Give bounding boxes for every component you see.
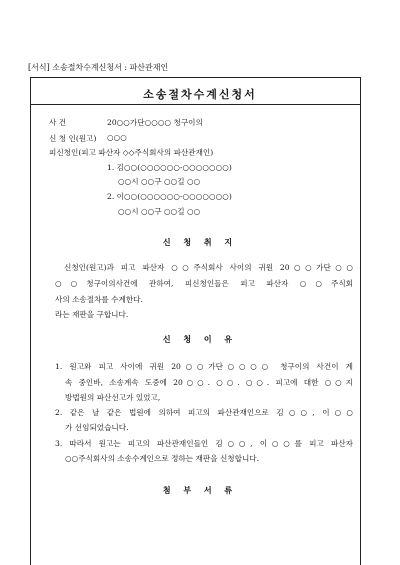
respondent-header: 피신청인(피고 파산자 ◇◇주식회사의 파산관재인)	[49, 148, 214, 157]
reasons-line-1: 1. 원고와 피고 사이에 귀원 20○○가단○○○○ 청구이의 사건이 계	[55, 362, 353, 371]
form-caption: [서식] 소송절차수계신청서 : 파산관재인	[28, 63, 169, 72]
reasons-line-4: 2. 같은 날 같은 법원에 의하여 피고의 파산관재인으로 김○○, 이○○	[55, 408, 353, 417]
purpose-heading: 신 청 취 지	[162, 237, 238, 247]
respondent-1-address: ○○시 ○○구 ○○길 ○○	[118, 177, 201, 186]
reasons-line-2: 속 중인바, 소송계속 도중에 20○○. ○○. ○○. 피고에 대한 ○○지	[65, 378, 353, 387]
purpose-line-2: ○○청구이의사건에 관하여, 피신청인들은 피고 파산자 ○○주식회	[55, 279, 353, 288]
purpose-line-1: 신청인(원고)과 피고 파산자 ○○주식회사 사이의 귀원 20○○가단○○	[64, 263, 353, 272]
reasons-heading: 신 청 이 유	[162, 334, 238, 344]
respondent-2-address: ○○시 ○○구 ○○길 ○○	[118, 207, 201, 216]
document-title: 소송절차수계신청서	[143, 88, 257, 101]
purpose-line-3: 사의 소송절차를 수계한다.	[55, 295, 143, 304]
reasons-line-6: 3. 따라서 원고는 피고의 파산관재인들인 김○○, 이○○를 피고 파산자	[55, 439, 353, 448]
case-value: 20○○가단○○○○ 청구이의	[107, 118, 203, 127]
respondent-1-name: 1. 김○○(○○○○○○-○○○○○○○)	[107, 163, 232, 172]
purpose-line-4: 라는 재판을 구합니다.	[55, 310, 129, 319]
reasons-line-3: 방법원의 파산선고가 있었고,	[65, 393, 161, 402]
reasons-line-5: 가 선임되었습니다.	[65, 423, 129, 432]
applicant-label: 신 청 인(원고)	[49, 134, 97, 143]
attachments-heading: 첨 부 서 류	[162, 485, 238, 495]
applicant-value: ○○○	[107, 133, 127, 142]
respondent-2-name: 2. 이○○(○○○○○○-○○○○○○○)	[107, 192, 232, 201]
reasons-line-7: ○○주식회사의 소송수계인으로 정하는 재판을 신청합니다.	[65, 454, 260, 463]
case-label: 사 건	[49, 118, 67, 127]
title-divider	[30, 104, 361, 105]
